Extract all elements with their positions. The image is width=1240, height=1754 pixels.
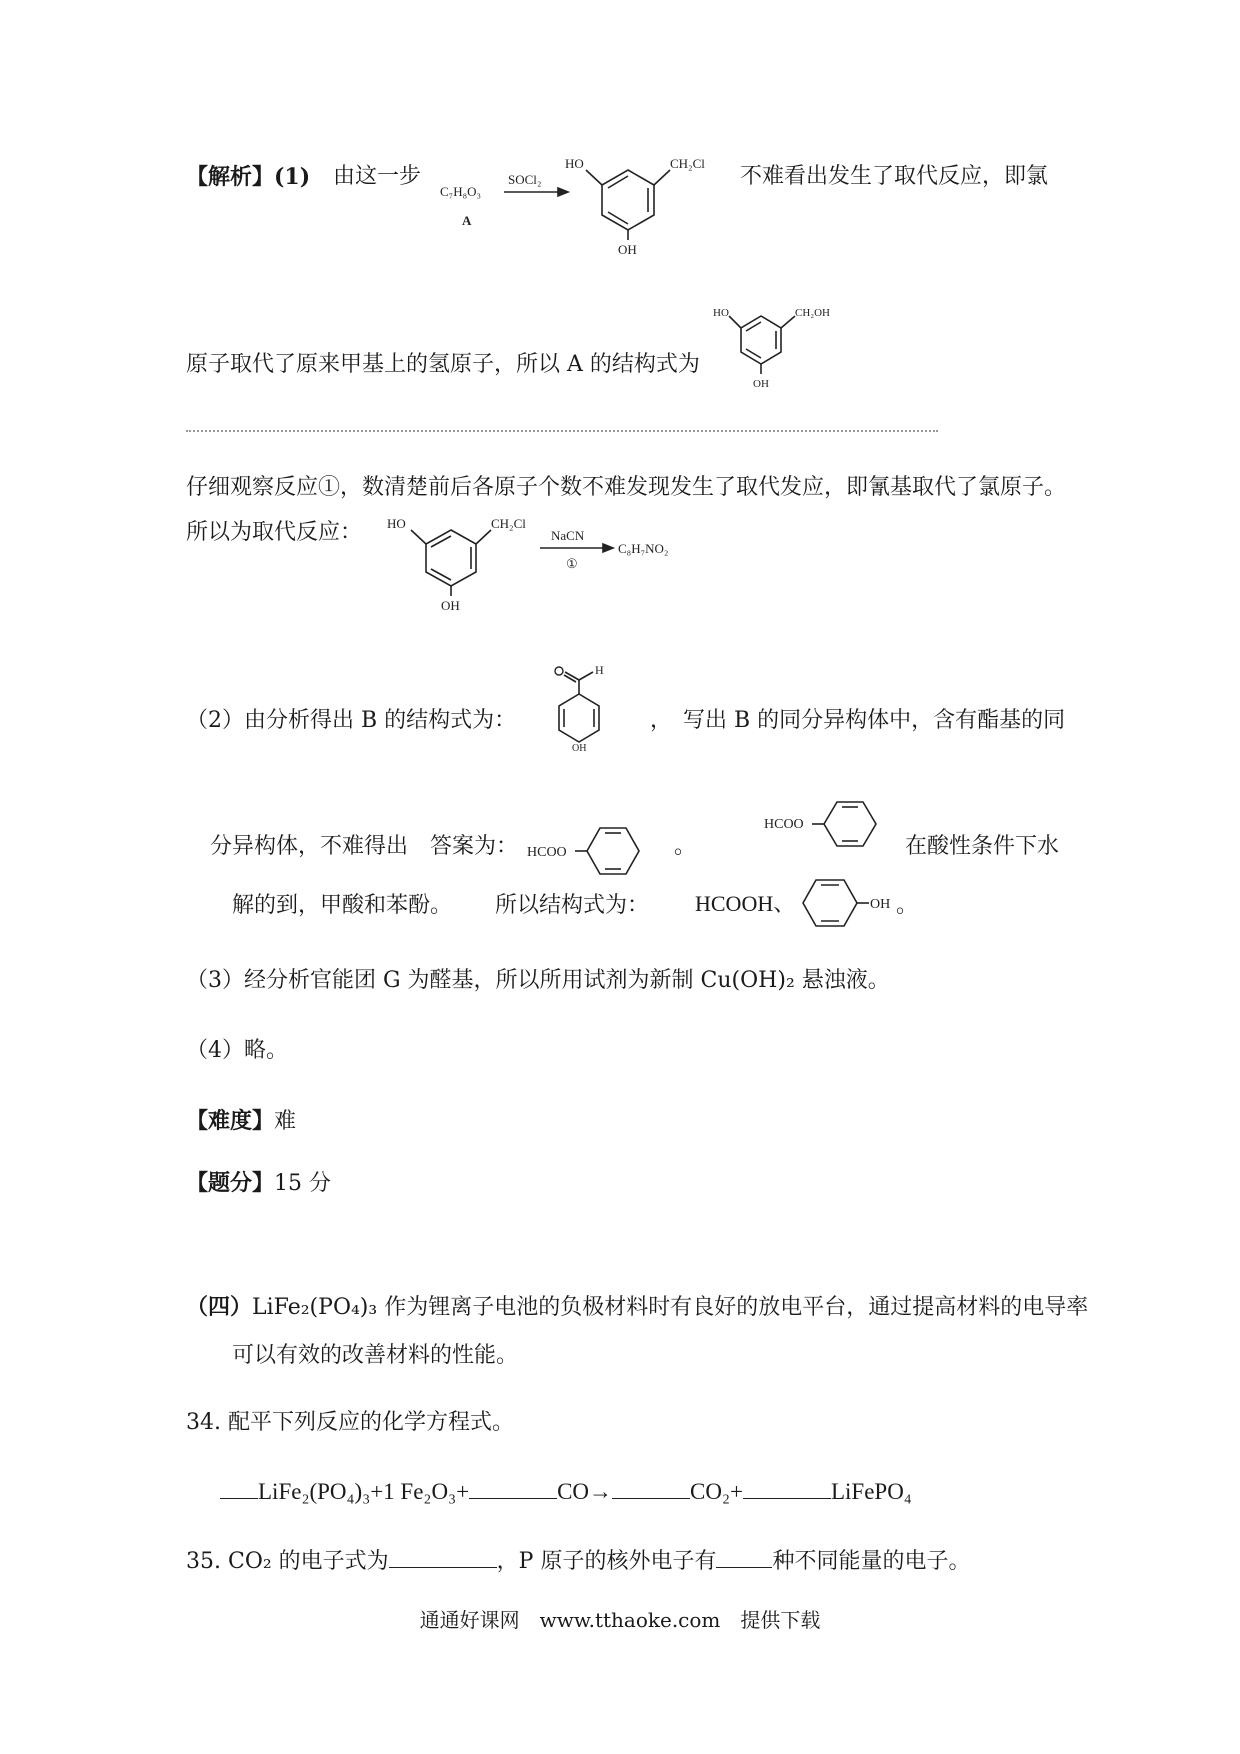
q35 [186,1547,970,1575]
reagent-socl2: SOCl₂ [508,172,542,187]
analysis-label: 【解析】(1) [186,164,311,190]
structure-a-ch2oh: CH₂OH [795,307,831,319]
score [186,1170,331,1197]
blank-coef-1[interactable] [220,1478,258,1499]
p6-text-b: 所以结构式为： [495,893,650,918]
mol-ch2cl: CH₂Cl [670,156,705,171]
p8-text: （4）略。 [186,1038,288,1063]
structure-a [705,302,855,392]
p3-line2: 所以为取代反应： [186,520,363,545]
footer: 通通好课网 www.tthaoke.com 提供下载 [419,1608,821,1632]
blank-coef-lifepo4[interactable] [743,1478,831,1499]
hcoo-1: HCOO [527,845,567,860]
blank-co2-electron[interactable] [389,1547,497,1568]
phenol [795,872,910,934]
p1-text-b: 不难看出发生了取代反应，即氯 [740,164,1049,189]
reaction-a-to-chloride [430,148,730,258]
difficulty [186,1108,296,1135]
section4-line1 [186,1294,1088,1321]
r1-step: ① [566,556,578,571]
benzene-ring [426,530,476,586]
r1-product: C₈H₇NO₂ [618,541,669,556]
q34-equation [220,1478,912,1506]
hcoo-2: HCOO [764,817,804,832]
p4-comma: ， [650,708,673,733]
q34-t3: CO₂+ [690,1479,743,1504]
q35-t2: ，P 原子的核外电子有 [496,1549,717,1574]
structure-b [545,662,635,752]
dotted-separator [186,430,938,432]
difficulty-label: 【难度】 [186,1108,275,1134]
score-label: 【题分】 [186,1170,275,1196]
p5-sep: 。 [674,834,697,859]
section4-text1: LiFe₂(PO₄)₃ 作为锂离子电池的负极材料时有良好的放电平台，通过提高材料的电导率 [252,1295,1089,1320]
formula-a-label: A [462,213,472,228]
score-value: 15 分 [274,1171,332,1196]
p1-text-a: 由这一步 [333,164,422,189]
phenol-oh: OH [870,897,891,912]
p6-end: 。 [896,893,919,918]
r1-oh: OH [441,598,460,613]
blank-coef-co[interactable] [469,1478,557,1499]
q34-t1: LiFe₂(PO₄)₃+1 Fe₂O₃+ [258,1479,470,1504]
q34-t4: LiFePO₄ [830,1479,912,1504]
p2-text: 原子取代了原来甲基上的氢原子，所以 A 的结构式为 [186,352,700,377]
difficulty-value: 难 [274,1109,297,1134]
p4-text-b: 写出 B 的同分异构体中，含有酯基的同 [683,708,1066,733]
structure-b-oh: OH [572,743,587,752]
phenyl-formate-1 [525,818,660,880]
p3-line1: 仔细观察反应①，数清楚前后各原子个数不难发现发生了取代发应，即氰基取代了氯原子。 [186,475,1067,500]
section4-line2: 可以有效的改善材料的性能。 [232,1343,519,1368]
structure-a-ho: HO [713,307,729,319]
benzene-ring [602,170,654,230]
q35-t3: 种不同能量的电子。 [772,1549,971,1574]
q34-title: 34. 配平下列反应的化学方程式。 [186,1410,514,1435]
blank-p-energy[interactable] [716,1547,772,1568]
p5-text-b: 在酸性条件下水 [905,834,1060,859]
r1-ho: HO [387,516,406,531]
reaction-1 [375,510,705,620]
phenyl-formate-2 [762,798,897,860]
p7-text: （3）经分析官能团 G 为醛基，所以所用试剂为新制 Cu(OH)₂ 悬浊液。 [186,968,890,993]
r1-reagent: NaCN [551,528,585,543]
p5-text-a: 分异构体，不难得出 答案为： [210,834,519,859]
mol-oh: OH [618,242,637,257]
blank-coef-co2[interactable] [612,1478,690,1499]
r1-ch2cl: CH₂Cl [491,516,526,531]
p4-text-a: （2）由分析得出 B 的结构式为： [186,708,517,733]
structure-b-h: H [595,663,604,677]
formula-a: C₇H₈O₃ [440,184,482,199]
q35-t1: 35. CO₂ 的电子式为 [186,1549,389,1574]
structure-a-oh: OH [753,378,769,390]
q34-t2: CO→ [557,1479,613,1504]
hcooh: HCOOH、 [695,891,796,916]
p6-text-a: 解的到，甲酸和苯酚。 [232,893,453,918]
section4-label: （四） [186,1294,253,1320]
mol-ho: HO [565,156,584,171]
